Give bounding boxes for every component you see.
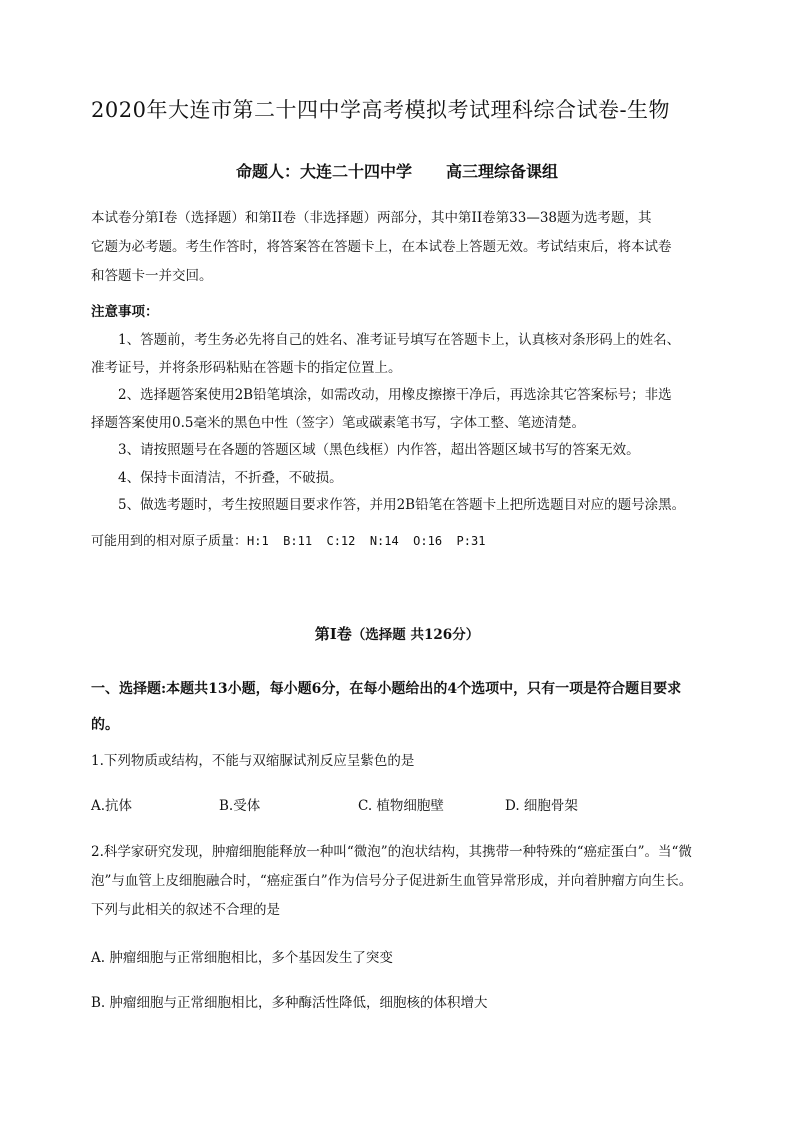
- question-1-option-d: D. 细胞骨架: [505, 798, 578, 814]
- intro-line: 和答题卡一并交回。: [91, 268, 213, 284]
- section-title: [0, 623, 794, 644]
- question-1-option-b: B.受体: [219, 798, 261, 814]
- note-line: 准考证号，并将条形码粘贴在答题卡的指定位置上。: [91, 359, 402, 376]
- question-1-option-c: C. 植物细胞壁: [358, 798, 444, 814]
- author-label: 命题人：大连二十四中学: [235, 162, 412, 181]
- notes-heading: 注意事项：: [91, 304, 159, 320]
- question-2-stem-line: 下列与此相关的叙述不合理的是: [91, 902, 280, 918]
- note-line: 2、选择题答案使用2B铅笔填涂，如需改动，用橡皮擦擦干净后，再选涂其它答案标号；非选: [118, 387, 672, 403]
- part-one-line: 一、选择题:本题共13小题，每小题6分，在每小题给出的4个选项中，只有一项是符合题目要求: [91, 681, 682, 697]
- note-line: 5、做选考题时，考生按照题目要求作答，并用2B铅笔在答题卡上把所选题目对应的题号涂黑。: [118, 497, 686, 513]
- part-one-line: 的。: [91, 717, 119, 733]
- author-group: 高三理综备课组: [446, 162, 559, 181]
- question-2-stem: [91, 838, 711, 925]
- question-2-stem-line: 泡”与血管上皮细胞融合时，“癌症蛋白”作为信号分子促进新生血管异常形成，并向着肿瘤方向生长。: [91, 873, 693, 889]
- note-line: 3、请按照题号在各题的答题区域（黑色线框）内作答，超出答题区域书写的答案无效。: [118, 442, 640, 458]
- section-name: 第Ⅰ卷: [314, 625, 352, 643]
- atomic-mass-label: 可能用到的相对原子质量：: [91, 534, 248, 549]
- intro-line: 本试卷分第Ⅰ卷（选择题）和第II卷（非选择题）两部分，其中第II卷第33—38题为选考题，其: [91, 210, 652, 226]
- intro-line: 它题为必考题。考生作答时，将答案答在答题卡上，在本试卷上答题无效。考试结束后，将本试卷: [91, 239, 672, 255]
- question-1-stem: 1.下列物质或结构，不能与双缩脲试剂反应呈紫色的是: [91, 753, 415, 769]
- question-2-option-a: A. 肿瘤细胞与正常细胞相比，多个基因发生了突变: [91, 950, 393, 966]
- note-line: 择题答案使用0.5毫米的黑色中性（签字）笔或碳素笔书写，字体工整、笔迹清楚。: [91, 414, 585, 431]
- section-subtitle: （选择题 共126分）: [351, 627, 480, 643]
- intro-paragraph: [91, 204, 711, 291]
- atomic-mass-values: H:1 B:11 C:12 N:14 O:16 P:31: [247, 534, 486, 548]
- atomic-mass-line: [91, 530, 711, 549]
- question-1-option-a: A.抗体: [91, 798, 133, 814]
- note-line: 4、保持卡面清洁，不折叠，不破损。: [118, 469, 343, 486]
- author-line: [0, 159, 794, 182]
- part-one-heading: [91, 671, 711, 743]
- question-1-options: [91, 794, 711, 814]
- note-line: 1、答题前，考生务必先将自己的姓名、准考证号填写在答题卡上，认真核对条形码上的姓名、: [118, 332, 681, 348]
- question-2-stem-line: 2.科学家研究发现，肿瘤细胞能释放一种叫“微泡”的泡状结构，其携带一种特殊的“癌症蛋白”。当“微: [91, 844, 692, 860]
- notes-list: [91, 327, 711, 520]
- exam-title: 2020年大连市第二十四中学高考模拟考试理科综合试卷-生物: [91, 98, 671, 122]
- question-2-option-b: B. 肿瘤细胞与正常细胞相比，多种酶活性降低，细胞核的体积增大: [91, 995, 488, 1011]
